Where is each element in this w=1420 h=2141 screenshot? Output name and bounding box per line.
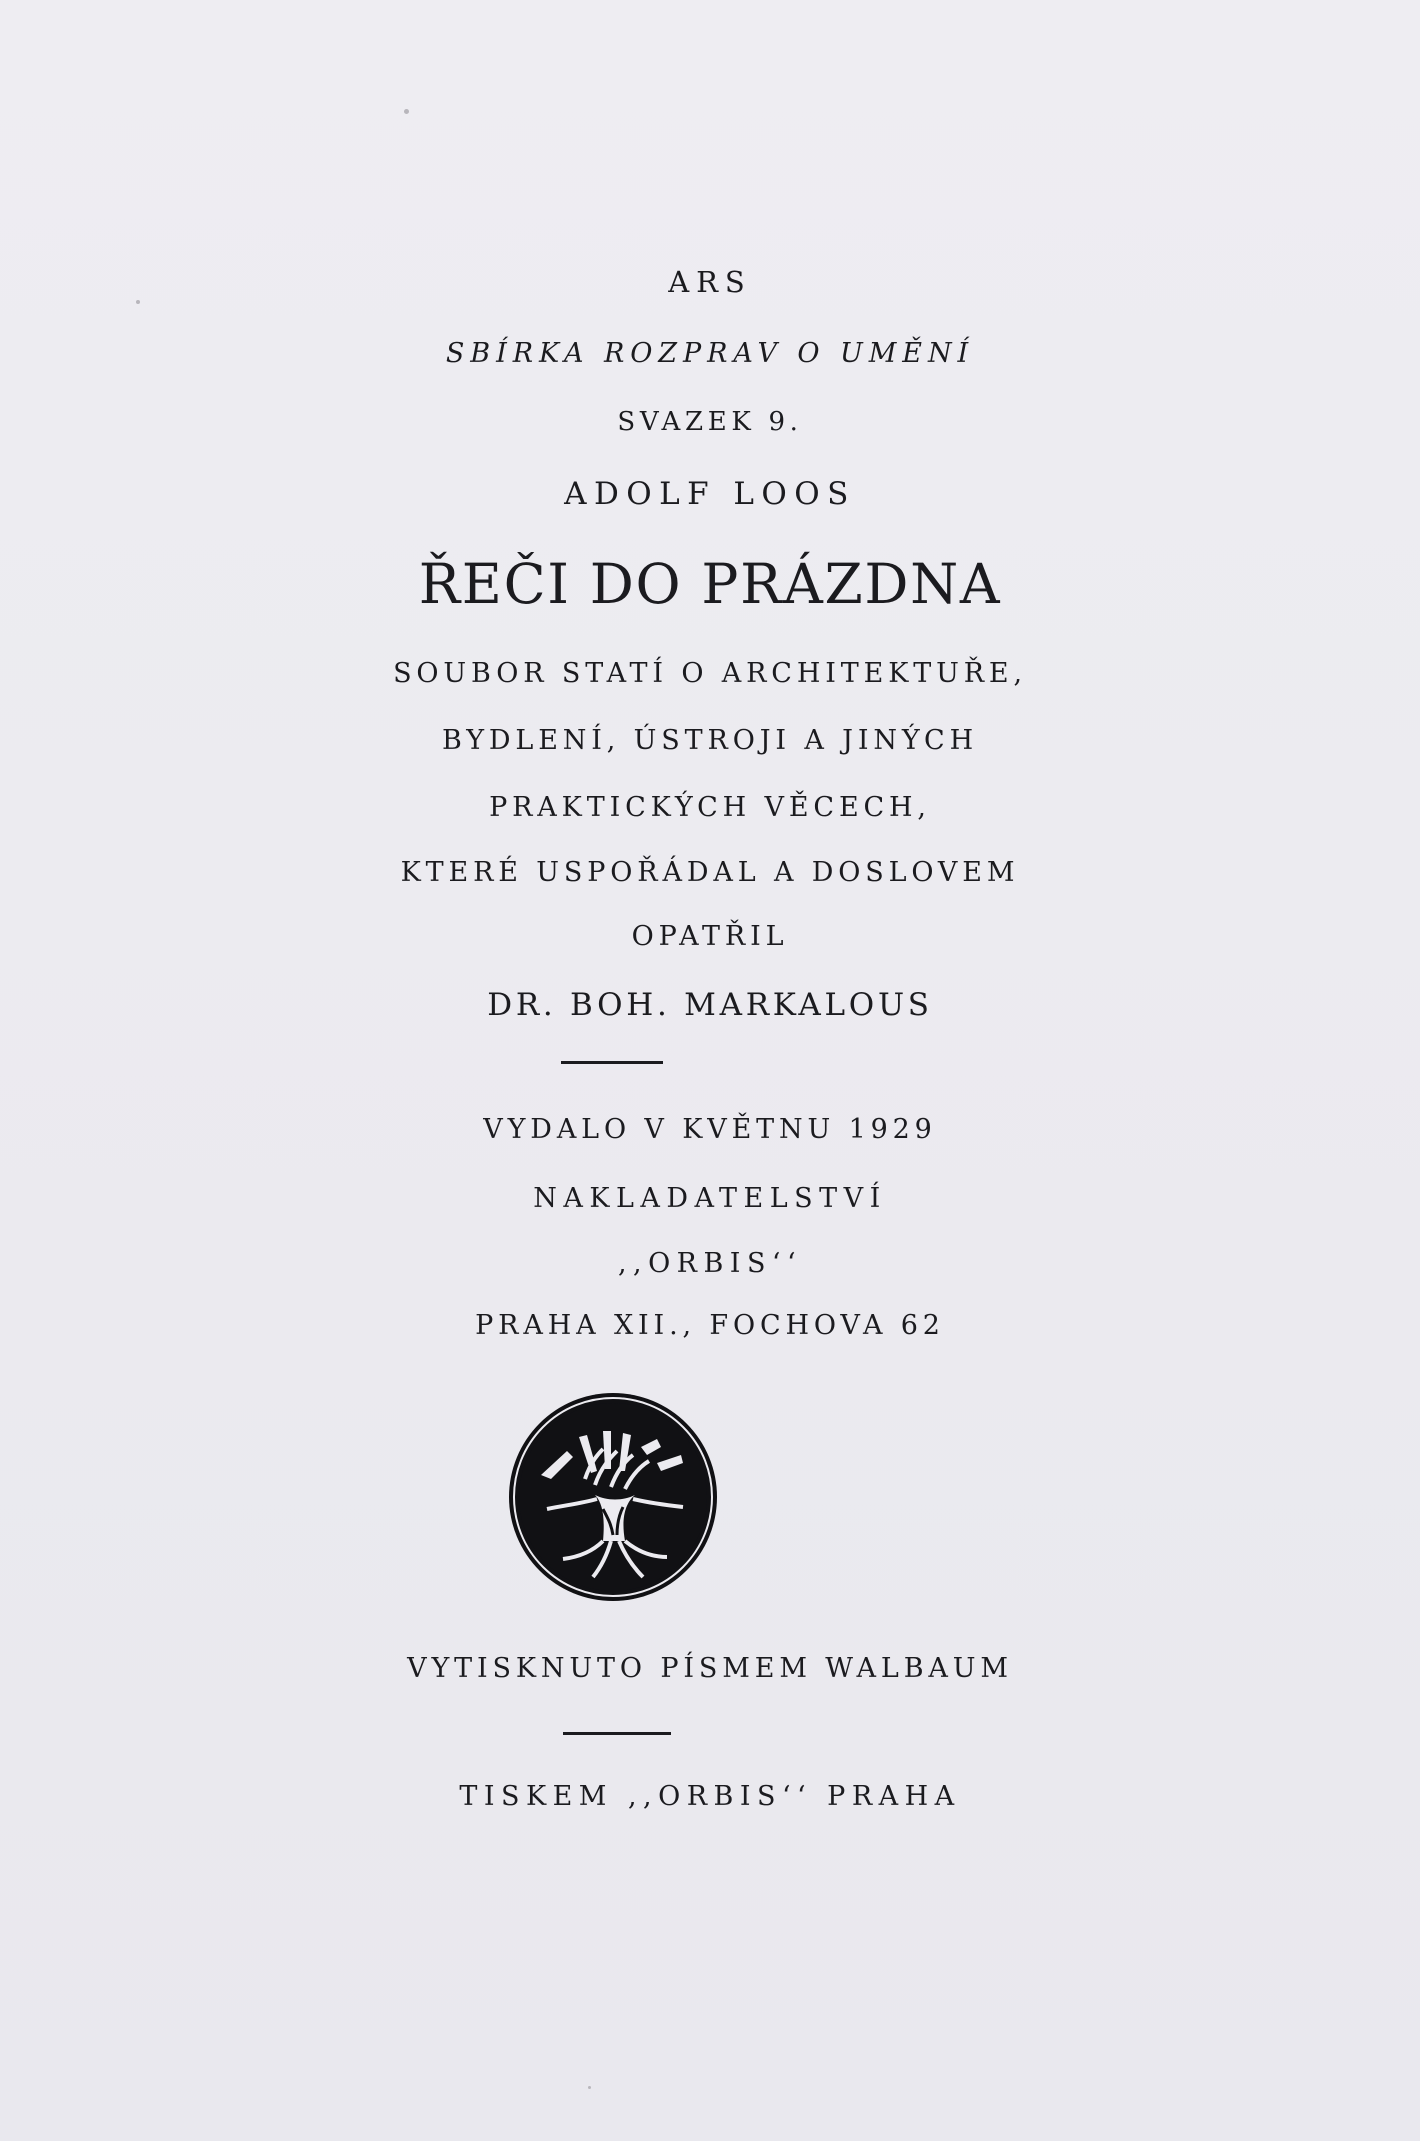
- subtitle-line: SOUBOR STATÍ O ARCHITEKTUŘE,: [393, 658, 1027, 689]
- publisher-label: NAKLADATELSTVÍ: [533, 1183, 887, 1214]
- paper-speck: [588, 2086, 591, 2089]
- author-name: ADOLF LOOS: [564, 476, 856, 512]
- subtitle-line: OPATŘIL: [631, 921, 789, 952]
- divider-rule: [563, 1732, 671, 1735]
- tree-publisher-seal-icon: [507, 1391, 719, 1603]
- publication-date: VYDALO V KVĚTNU 1929: [483, 1114, 937, 1145]
- paper-speck: [136, 300, 140, 304]
- subtitle-line: KTERÉ USPOŘÁDAL A DOSLOVEM: [400, 857, 1020, 888]
- series-title: SBÍRKA ROZPRAV O UMĚNÍ: [445, 338, 975, 369]
- printer-note: TISKEM ,,ORBIS‘‘ PRAHA: [459, 1781, 961, 1812]
- paper-speck: [404, 109, 409, 114]
- divider-rule: [561, 1061, 663, 1064]
- volume-number: SVAZEK 9.: [617, 407, 803, 437]
- editor-name: DR. BOH. MARKALOUS: [487, 987, 933, 1023]
- book-title: ŘEČI DO PRÁZDNA: [418, 552, 1002, 616]
- publisher-address: PRAHA XII., FOCHOVA 62: [475, 1310, 945, 1341]
- typeface-note: VYTISKNUTO PÍSMEM WALBAUM: [407, 1653, 1013, 1684]
- subtitle-line: PRAKTICKÝCH VĚCECH,: [489, 792, 931, 823]
- publisher-name: ,,ORBIS‘‘: [617, 1248, 803, 1279]
- subtitle-line: BYDLENÍ, ÚSTROJI A JINÝCH: [442, 725, 978, 756]
- collection-name: ARS: [668, 265, 752, 299]
